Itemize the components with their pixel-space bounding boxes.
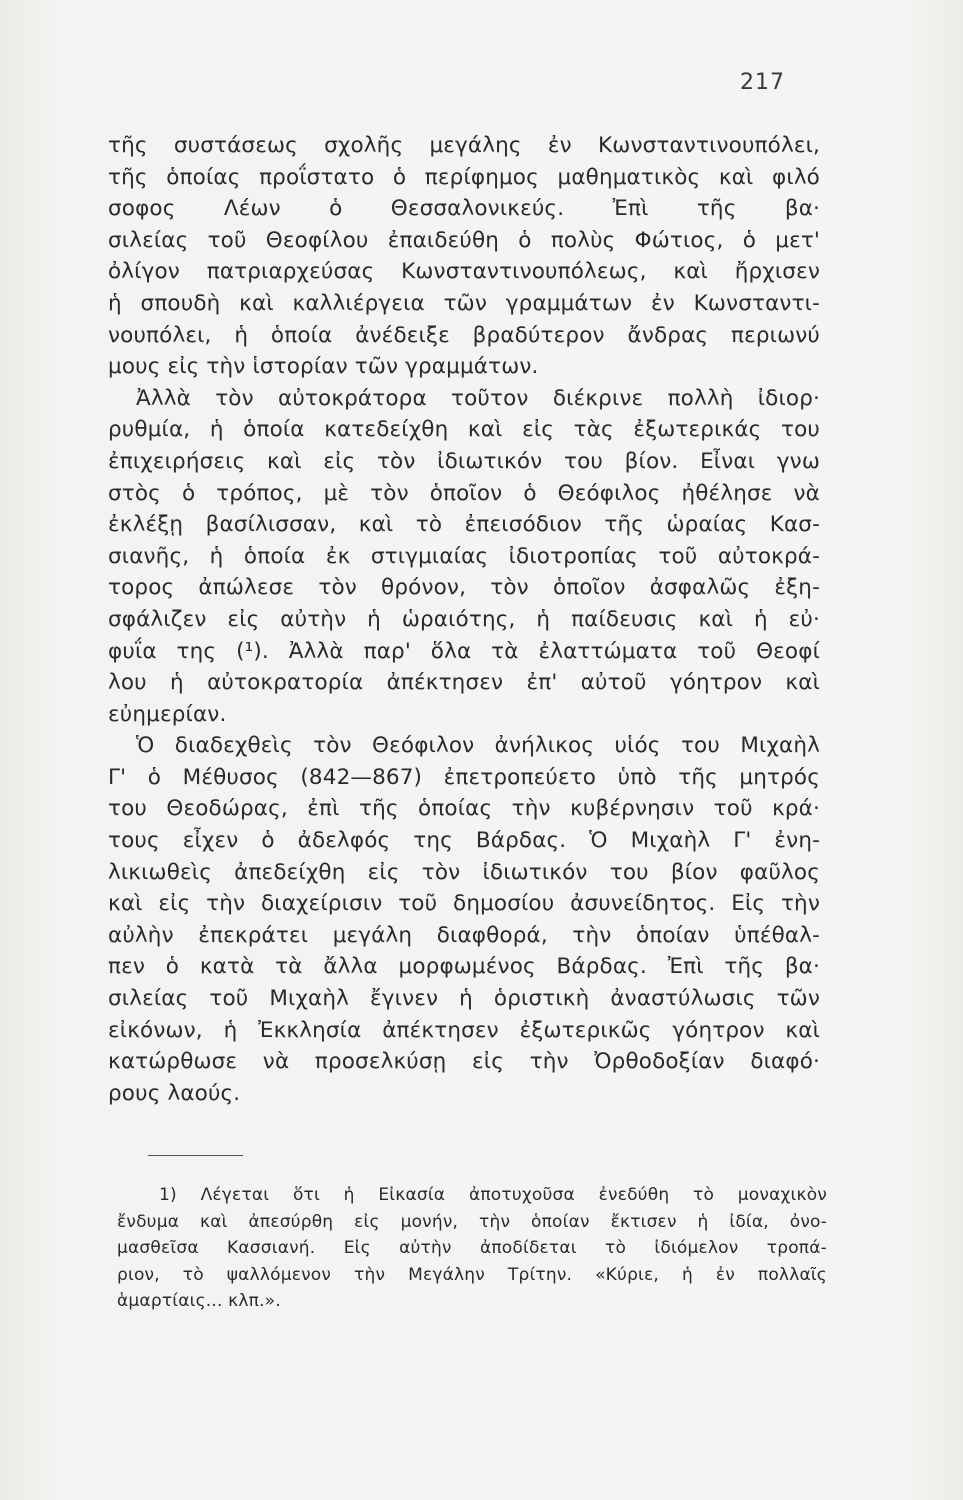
- text-line: ἡ σπουδὴ καὶ καλλιέργεια τῶν γραμμάτων ἐν Κωνσταντι-: [108, 290, 820, 316]
- text-line: σιανῆς, ἡ ὁποία ἐκ στιγμιαίας ἰδιοτροπίας τοῦ αὐτοκρά-: [108, 543, 820, 569]
- text-line: τους εἶχεν ὁ ἀδελφός της Βάρδας. Ὁ Μιχαὴλ Γ' ἐνη-: [108, 828, 820, 854]
- text-line: κατώρθωσε νὰ προσελκύσῃ εἰς τὴν Ὀρθοδοξίαν διαφό·: [108, 1049, 820, 1075]
- footnote-line: ριον, τὸ ψαλλόμενον τὴν Μεγάλην Τρίτην. «Κύριε, ἡ ἐν πολλαῖς: [117, 1264, 827, 1285]
- footnote-line: ἔνδυμα καὶ ἀπεσύρθη εἰς μονήν, τὴν ὁποίαν ἔκτισεν ἡ ἰδία, ὀνο-: [117, 1211, 827, 1232]
- text-line: εὐημερίαν.: [108, 701, 227, 727]
- text-line: ὀλίγον πατριαρχεύσας Κωνσταντινουπόλεως, καὶ ἤρχισεν: [108, 259, 820, 285]
- text-line: ρυθμία, ἡ ὁποία κατεδείχθη καὶ εἰς τὰς ἐξωτερικάς του: [108, 417, 820, 443]
- text-line: λου ἡ αὐτοκρατορία ἀπέκτησεν ἐπ' αὐτοῦ γόητρον καὶ: [108, 670, 820, 696]
- text-line: Γ' ὁ Μέθυσος (842—867) ἐπετροπεύετο ὑπὸ τῆς μητρός: [108, 764, 820, 790]
- text-line: εἰκόνων, ἡ Ἐκκλησία ἀπέκτησεν ἐξωτερικῶς γόητρον καὶ: [108, 1017, 820, 1043]
- text-line: ρους λαούς.: [108, 1080, 241, 1106]
- text-line: λικιωθεὶς ἀπεδείχθη εἰς τὸν ἰδιωτικόν του βίον φαῦλος: [108, 859, 820, 885]
- text-line: Ὁ διαδεχθεὶς τὸν Θεόφιλον ἀνήλικος υἱός του Μιχαὴλ: [136, 733, 820, 759]
- text-line: σιλείας τοῦ Θεοφίλου ἐπαιδεύθη ὁ πολὺς Φώτιος, ὁ μετ': [108, 227, 820, 253]
- text-line: αὐλὴν ἐπεκράτει μεγάλη διαφθορά, τὴν ὁποίαν ὑπέθαλ-: [108, 922, 820, 948]
- text-line: του Θεοδώρας, ἐπὶ τῆς ὁποίας τὴν κυβέρνησιν τοῦ κρά·: [108, 796, 820, 822]
- footnote-line: 1) Λέγεται ὅτι ἡ Εἰκασία ἀποτυχοῦσα ἐνεδύθη τὸ μοναχικὸν: [159, 1185, 827, 1205]
- body-text: [108, 130, 820, 1109]
- text-line: σφάλιζεν εἰς αὐτὴν ἡ ὡραιότης, ἡ παίδευσις καὶ ἡ εὐ·: [108, 606, 820, 632]
- text-line: Ἀλλὰ τὸν αὐτοκράτορα τοῦτον διέκρινε πολλὴ ἰδιορ·: [136, 385, 820, 411]
- text-line: ἐπιχειρήσεις καὶ εἰς τὸν ἰδιωτικόν του βίον. Εἶναι γνω: [108, 448, 820, 474]
- text-line: μους εἰς τὴν ἱστορίαν τῶν γραμμάτων.: [108, 354, 539, 380]
- text-line: τῆς ὁποίας προΐστατο ὁ περίφημος μαθηματικὸς καὶ φιλό: [108, 164, 820, 190]
- footnote-line: ἁμαρτίαις... κλπ.».: [117, 1291, 281, 1311]
- page-number: 217: [740, 70, 785, 95]
- footnote-line: μασθεῖσα Κασσιανή. Εἰς αὐτὴν ἀποδίδεται τὸ ἰδιόμελον τροπά-: [117, 1238, 827, 1258]
- text-line: στὸς ὁ τρόπος, μὲ τὸν ὁποῖον ὁ Θεόφιλος ἠθέλησε νὰ: [108, 480, 820, 506]
- text-line: νουπόλει, ἡ ὁποία ἀνέδειξε βραδύτερον ἄνδρας περιωνύ: [108, 322, 820, 348]
- text-line: τῆς συστάσεως σχολῆς μεγάλης ἐν Κωνσταντινουπόλει,: [108, 133, 820, 158]
- text-line: πεν ὁ κατὰ τὰ ἄλλα μορφωμένος Βάρδας. Ἐπὶ τῆς βα·: [108, 954, 820, 980]
- footnotes: [117, 1182, 827, 1315]
- text-line: φυΐα της (¹). Ἀλλὰ παρ' ὅλα τὰ ἐλαττώματα τοῦ Θεοφί: [108, 638, 820, 664]
- text-line: ἐκλέξῃ βασίλισσαν, καὶ τὸ ἐπεισόδιον τῆς ὡραίας Κασ-: [108, 512, 820, 538]
- footnote-divider: [148, 1155, 243, 1156]
- text-line: τορος ἀπώλεσε τὸν θρόνον, τὸν ὁποῖον ἀσφαλῶς ἐξη-: [108, 575, 820, 601]
- text-line: σοφος Λέων ὁ Θεσσαλονικεύς. Ἐπὶ τῆς βα·: [108, 196, 820, 222]
- text-line: καὶ εἰς τὴν διαχείρισιν τοῦ δημοσίου ἀσυνείδητος. Εἰς τὴν: [108, 891, 820, 917]
- text-line: σιλείας τοῦ Μιχαὴλ ἔγινεν ἡ ὁριστικὴ ἀναστύλωσις τῶν: [108, 986, 820, 1012]
